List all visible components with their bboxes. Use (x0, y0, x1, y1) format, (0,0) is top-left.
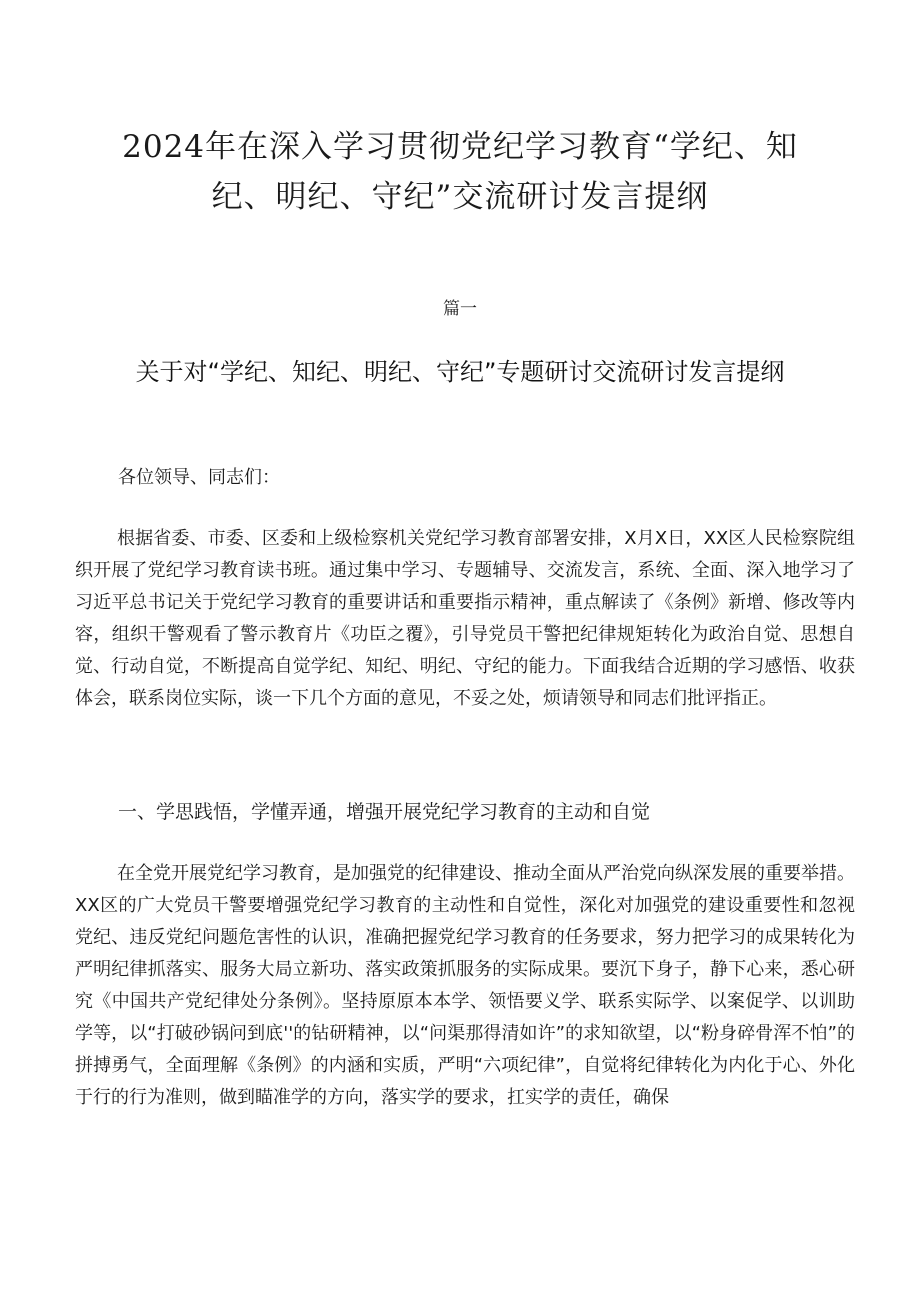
paragraph-intro: 根据省委、市委、区委和上级检察机关党纪学习教育部署安排，X月X日，XX区人民检察院组织开展了党纪学习教育读书班。通过集中学习、专题辅导、交流发言，系统、全面、深入地学习了习近平总书记关于党纪学习教育的重要讲话和重要指示精神，重点解读了《条例》新增、修改等内容，组织干警观看了警示教育片《功臣之覆》，引导党员干警把纪律规矩转化为政治自觉、思想自觉、行动自觉，不断提高自觉学纪、知纪、明纪、守纪的能力。下面我结合近期的学习感悟、收获体会，联系岗位实际，谈一下几个方面的意见，不妥之处，烦请领导和同志们批评指正。 (75, 528, 855, 709)
subheading-one: 一、学思践悟，学懂弄通，增强开展党纪学习教育的主动和自觉 (118, 801, 651, 823)
salutation: 各位领导、同志们： (118, 467, 280, 488)
section-title: 关于对“学纪、知纪、明纪、守纪”专题研讨交流研讨发言提纲 (135, 358, 785, 386)
document-title: 2024年在深入学习贯彻党纪学习教育“学纪、知纪、明纪、守纪”交流研讨发言提纲 (122, 129, 798, 215)
section-label: 篇一 (443, 299, 477, 319)
paragraph-section-one: 在全党开展党纪学习教育，是加强党的纪律建设、推动全面从严治党向纵深发展的重要举措。XX区的广大党员干警要增强党纪学习教育的主动性和自觉性，深化对加强党的建设重要性和忽视党纪、违反党纪问题危害性的认识，准确把握党纪学习教育的任务要求，努力把学习的成果转化为严明纪律抓落实、服务大局立新功、落实政策抓服务的实际成果。要沉下身子，静下心来，悉心研究《中国共产党纪律处分条例》。坚持原原本本学、领悟要义学、联系实际学、以案促学、以训助学等，以“打破砂锅问到底''的钻研精神，以“问渠那得清如许”的求知欲望，以“粉身碎骨浑不怕”的拼搏勇气，全面理解《条例》的内涵和实质，严明“六项纪律”，自觉将纪律转化为内化于心、外化于行的行为准则，做到瞄准学的方向，落实学的要求，扛实学的责任，确保 (75, 863, 855, 1108)
